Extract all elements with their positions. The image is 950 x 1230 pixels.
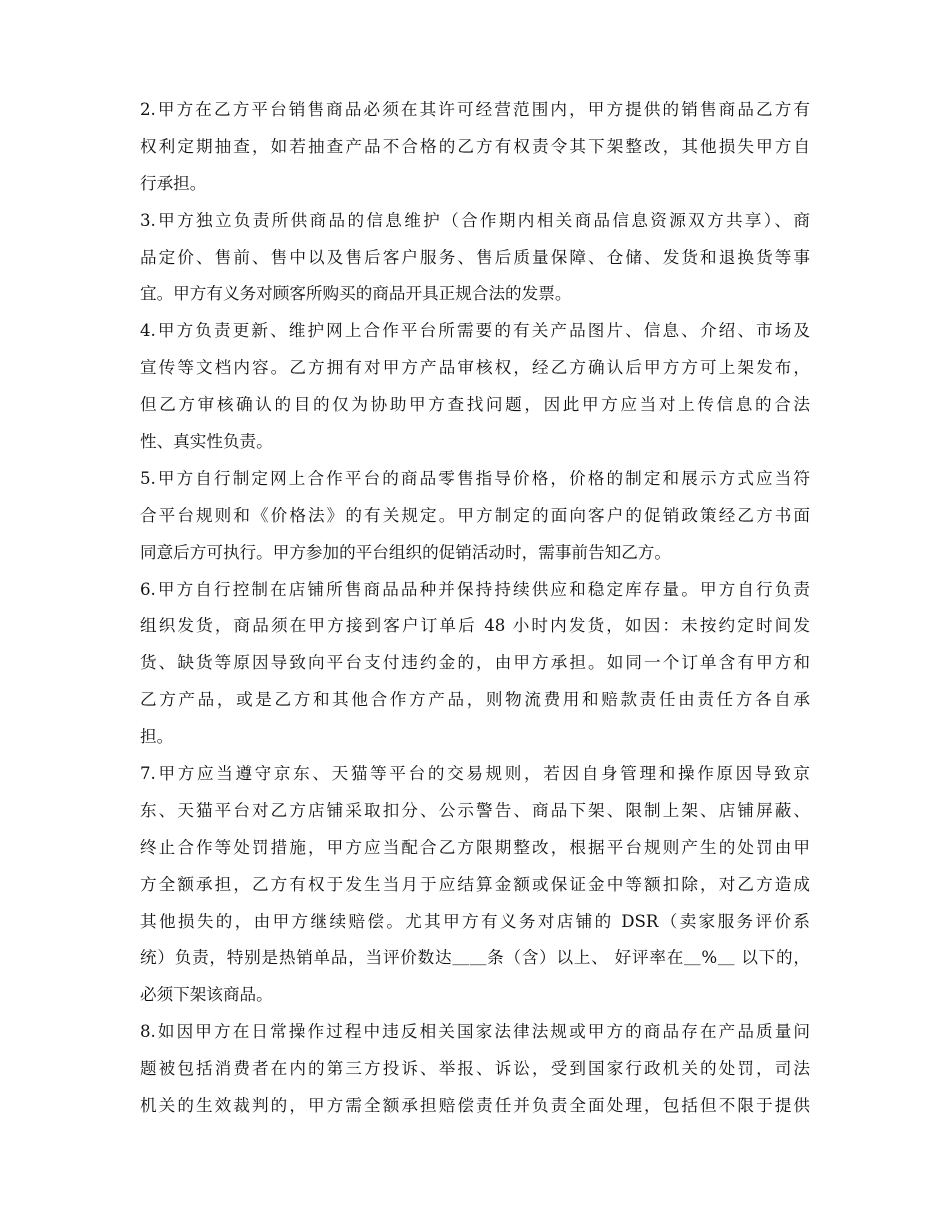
clause-3-line-2: 品定价、售前、售中以及售后客户服务、售后质量保障、仓储、发货和退换货等事 xyxy=(140,247,810,267)
clause-5-line-2: 合平台规则和《价格法》的有关规定。甲方制定的面向客户的促销政策经乙方书面 xyxy=(140,505,810,525)
clause-7-line-1: 7.甲方应当遵守京东、天猫等平台的交易规则，若因自身管理和操作原因导致京 xyxy=(140,764,810,784)
clause-5-line-1: 5.甲方自行制定网上合作平台的商品零售指导价格，价格的制定和展示方式应当符 xyxy=(140,468,810,488)
clause-7-line-6: 统）负责，特别是热销单品，当评价数达＿＿条（含）以上、 好评率在＿%＿ 以下的， xyxy=(140,948,810,968)
clause-8-line-3: 机关的生效裁判的，甲方需全额承担赔偿责任并负责全面处理，包括但不限于提供 xyxy=(140,1096,810,1116)
clause-3-line-1: 3.甲方独立负责所供商品的信息维护（合作期内相关商品信息资源双方共享）、商 xyxy=(140,210,810,230)
clause-2-line-1: 2.甲方在乙方平台销售商品必须在其许可经营范围内，甲方提供的销售商品乙方有 xyxy=(140,100,810,119)
clause-7-line-5: 其他损失的，由甲方继续赔偿。尤其甲方有义务对店铺的 DSR（卖家服务评价系 xyxy=(140,911,810,931)
clause-8-line-2: 题被包括消费者在内的第三方投诉、举报、诉讼，受到国家行政机关的处罚，司法 xyxy=(140,1059,810,1079)
clause-3-line-3: 宜。甲方有义务对顾客所购买的商品开具正规合法的发票。 xyxy=(140,284,572,304)
clause-4-line-2: 宣传等文档内容。乙方拥有对甲方产品审核权，经乙方确认后甲方方可上架发布， xyxy=(140,358,810,378)
clause-7-line-4: 方全额承担，乙方有权于发生当月于应结算金额或保证金中等额扣除，对乙方造成 xyxy=(140,874,810,894)
clause-4-line-1: 4.甲方负责更新、维护网上合作平台所需要的有关产品图片、信息、介绍、市场及 xyxy=(140,321,810,341)
clause-4-line-4: 性、真实性负责。 xyxy=(140,432,273,452)
clause-8-line-1: 8.如因甲方在日常操作过程中违反相关国家法律法规或甲方的商品存在产品质量问 xyxy=(140,1022,810,1042)
clause-4-line-3: 但乙方审核确认的目的仅为协助甲方查找问题，因此甲方应当对上传信息的合法 xyxy=(140,395,810,415)
clause-7-line-7: 必须下架该商品。 xyxy=(140,985,273,1005)
clause-6-line-2: 组织发货，商品须在甲方接到客户订单后 48 小时内发货，如因：未按约定时间发 xyxy=(140,616,810,636)
clause-6-line-5: 担。 xyxy=(140,727,174,747)
clause-7-line-3: 终止合作等处罚措施，甲方应当配合乙方限期整改，根据平台规则产生的处罚由甲 xyxy=(140,837,810,857)
clause-7-line-2: 东、天猫平台对乙方店铺采取扣分、公示警告、商品下架、限制上架、店铺屏蔽、 xyxy=(140,800,810,820)
clause-6-line-1: 6.甲方自行控制在店铺所售商品品种并保持持续供应和稳定库存量。甲方自行负责 xyxy=(140,579,810,599)
clause-2-line-2: 权利定期抽查，如若抽查产品不合格的乙方有权责令其下架整改，其他损失甲方自 xyxy=(140,136,810,156)
clause-6-line-3: 货、缺货等原因导致向平台支付违约金的，由甲方承担。如同一个订单含有甲方和 xyxy=(140,653,810,673)
clause-6-line-4: 乙方产品，或是乙方和其他合作方产品，则物流费用和赔款责任由责任方各自承 xyxy=(140,690,810,710)
clause-2-line-3: 行承担。 xyxy=(140,173,207,193)
clause-5-line-3: 同意后方可执行。甲方参加的平台组织的促销活动时，需事前告知乙方。 xyxy=(140,542,671,562)
